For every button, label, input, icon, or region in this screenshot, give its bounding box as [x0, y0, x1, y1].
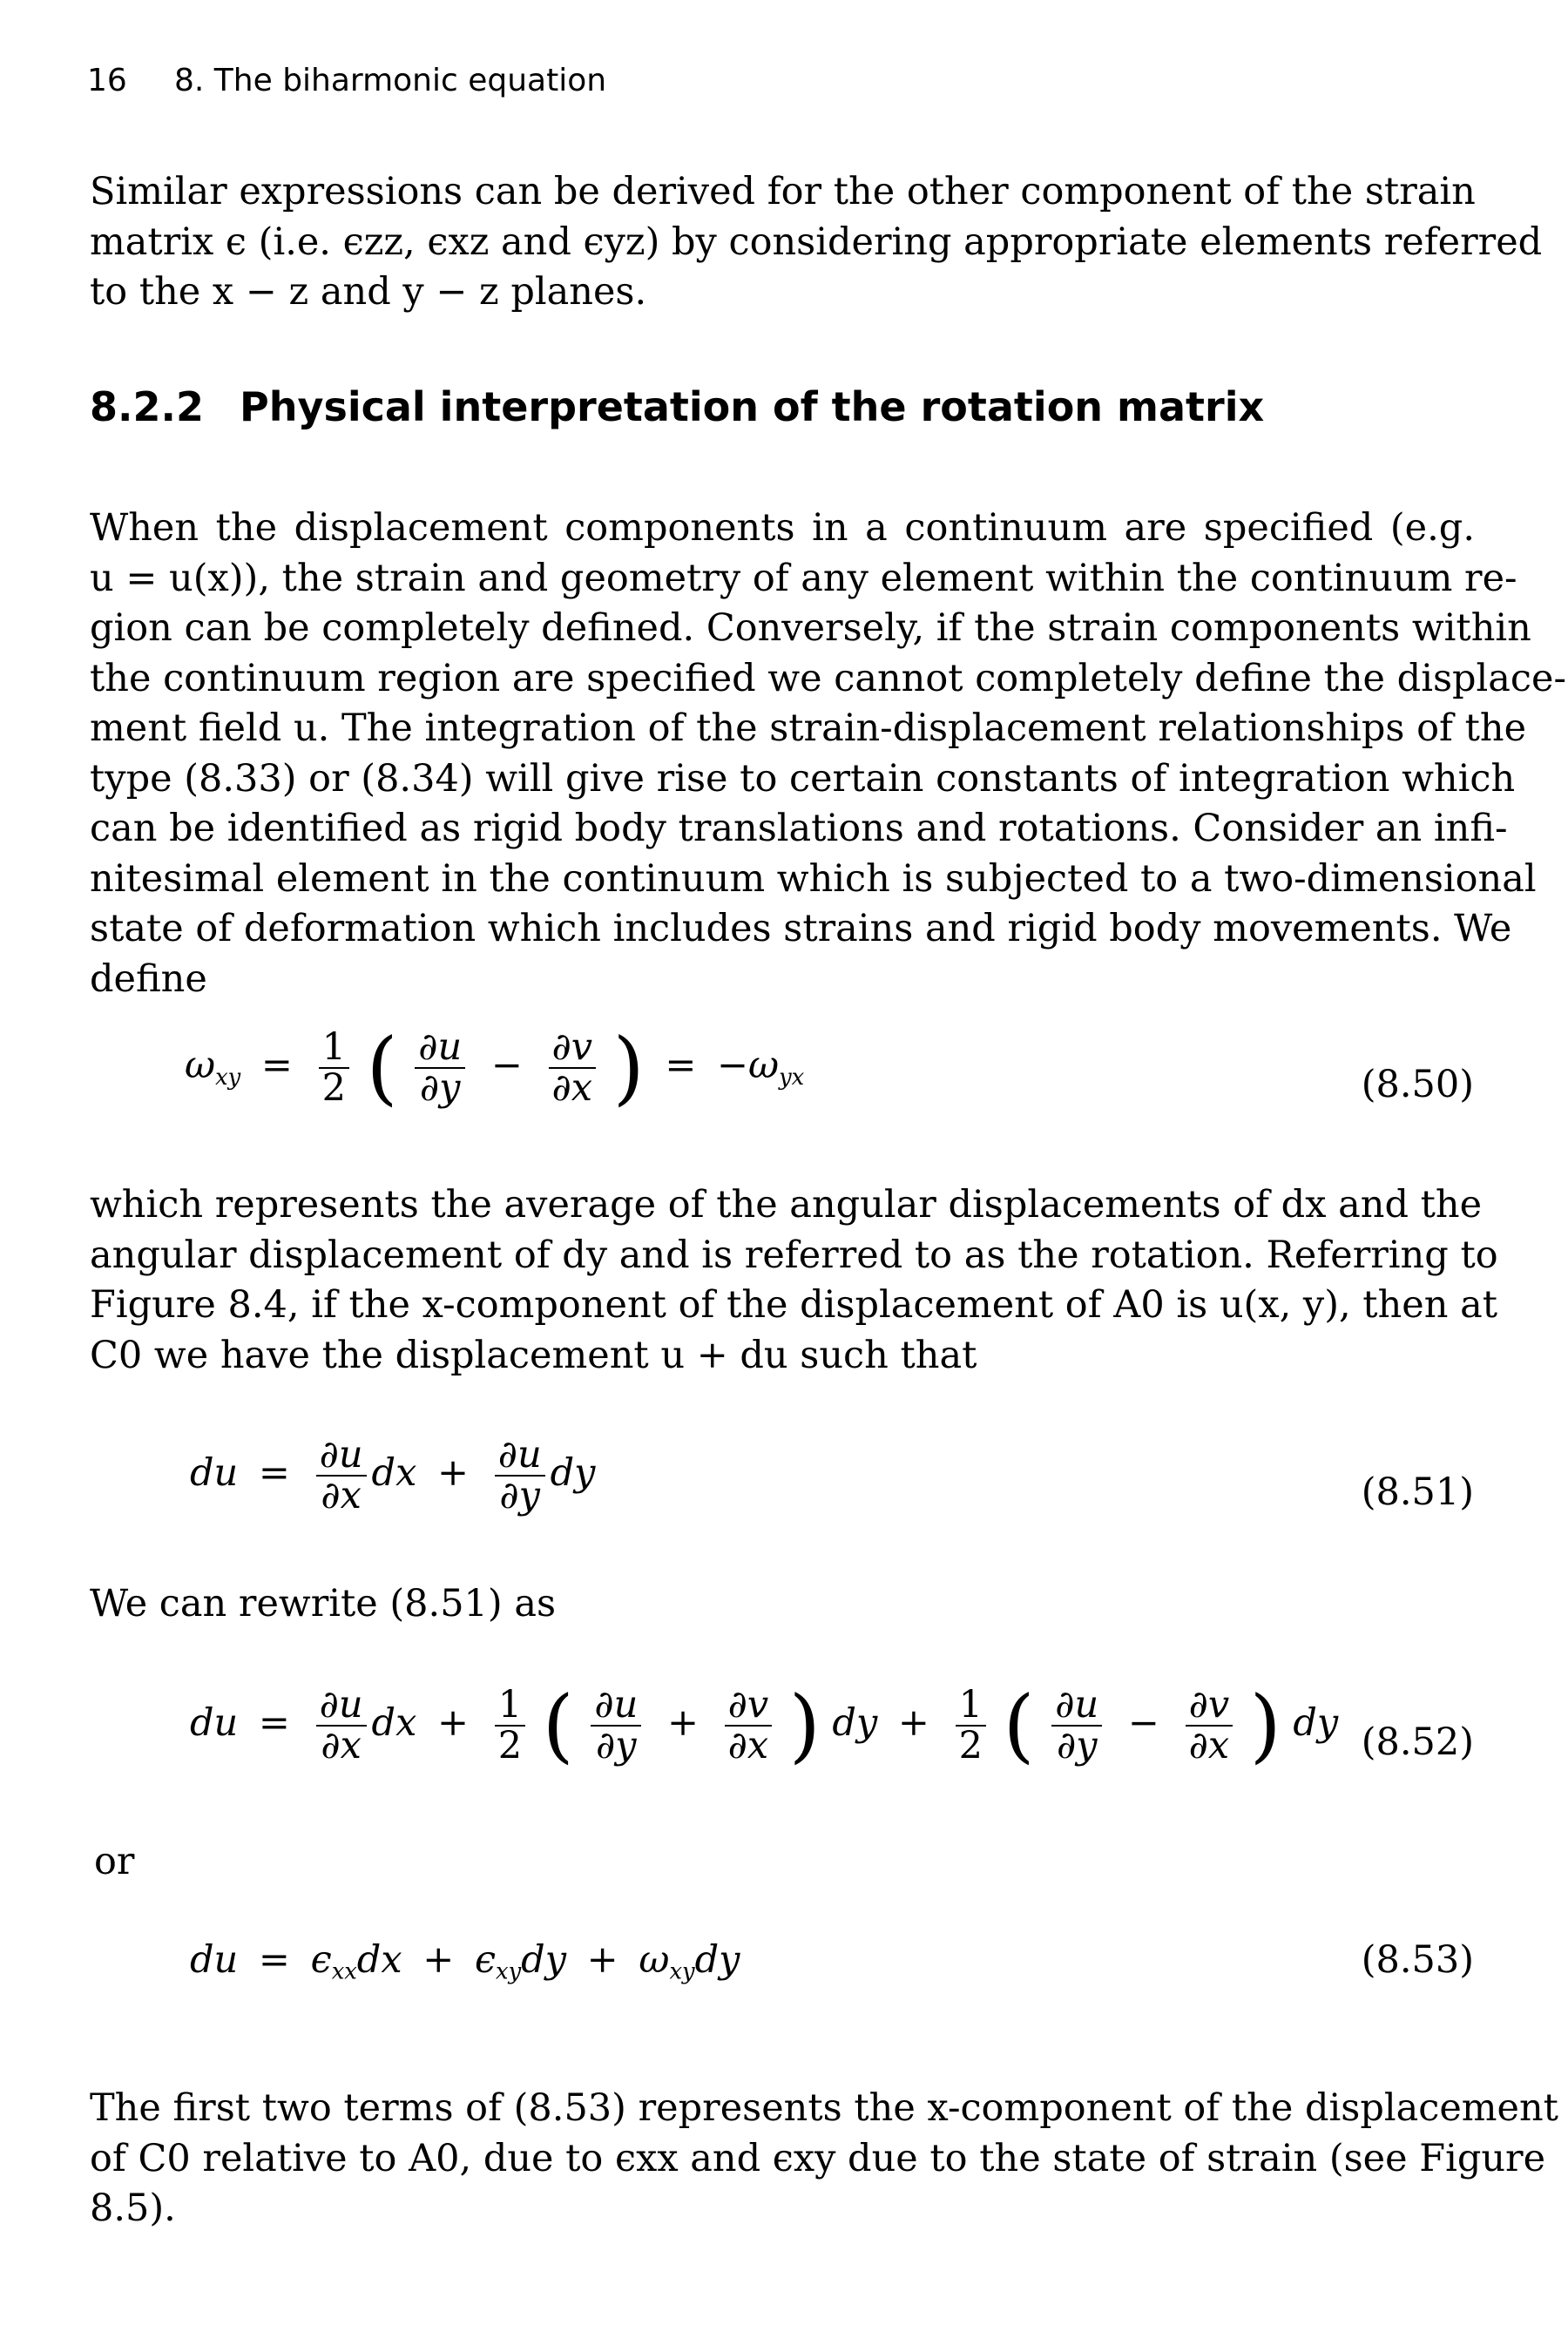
text-line: type (8.33) or (8.34) will give rise to certain constants of integration which: [90, 756, 1516, 801]
text-line: 8.5).: [90, 2186, 176, 2230]
paragraph-displacement: [90, 504, 1566, 1004]
equation-number: (8.53): [1361, 1938, 1474, 1982]
equation-8-53: du = $\epsilon_{xx}dx + \epsilon_{xy}dy + \omega_{xy}dy$: [190, 1938, 740, 1985]
text-line: Similar expressions can be derived for the other component of the strain: [90, 170, 1476, 213]
text-line: which represents the average of the angular displacements of dx and the: [90, 1183, 1483, 1227]
paragraph-first-terms: [90, 2084, 1558, 2234]
section-title: Physical interpretation of the rotation matrix: [240, 383, 1265, 430]
text-line: define: [90, 956, 207, 1001]
equation-number: (8.50): [1361, 1063, 1474, 1106]
text-line: matrix ϵ (i.e. ϵzz, ϵxz and ϵyz) by considering appropriate elements referred: [90, 220, 1543, 264]
text-line: u = u(x)), the strain and geometry of any element within the continuum re-: [90, 556, 1517, 600]
text-line: of C0 relative to A0, due to ϵxx and ϵxy due to the state of strain (see Figure: [90, 2136, 1546, 2180]
text-line: can be identified as rigid body translations and rotations. Consider an infi-: [90, 807, 1508, 850]
text-line: the continuum region are specified we cannot completely define the displace-: [90, 656, 1566, 700]
text-line: nitesimal element in the continuum which is subjected to a two-dimensional: [90, 856, 1537, 901]
page-number: 16: [87, 63, 127, 98]
paragraph-rotation: [90, 1180, 1498, 1381]
equation-number: (8.52): [1361, 1720, 1474, 1764]
text-line: gion can be completely defined. Conversely, if the strain components within: [90, 606, 1531, 650]
running-head: [87, 63, 606, 98]
text-line: When the displacement components in a continuum are specified (e.g.: [90, 506, 1475, 550]
paragraph-rewrite: We can rewrite (8.51) as: [90, 1582, 557, 1625]
text-line: state of deformation which includes strains and rigid body movements. We: [90, 907, 1512, 950]
connector-or: or: [94, 1840, 135, 1883]
section-heading: [90, 383, 1264, 430]
text-line: ment field u. The integration of the strain-displacement relationships of the: [90, 706, 1527, 750]
equation-8-51: du = $\frac{\partial u}{\partial x}$ dx + $\frac{\partial u}{\partial y}$ dy: [190, 1433, 596, 1518]
text-line: to the x − z and y − z planes.: [90, 270, 647, 314]
chapter-title: 8. The biharmonic equation: [174, 63, 607, 98]
equation-8-52: du = $\frac{\partial u}{\partial x}$ dx + $\frac{1}{2}$ ( $\frac{\partial u}{\partial y}$ + $\frac{\partial v}{\partial x}$ ) dy + $\frac{1}{2}$ ( $\frac{\partial u}{\partial y}$ − $\frac{\partial v}{\partial x}$ ) dy: [190, 1679, 1339, 1773]
text-line: C0 we have the displacement u + du such that: [90, 1333, 977, 1377]
paragraph-intro: [90, 167, 1543, 318]
equation-8-50: $\omega_{xy}$ = $\frac{1}{2}$ ( $\frac{\partial u}{\partial y}$ − $\frac{\partial v}{\partial x}$ ) = $-\omega_{yx}$: [185, 1021, 805, 1115]
text-line: Figure 8.4, if the x-component of the displacement of A0 is u(x, y), then at: [90, 1283, 1498, 1327]
section-number: 8.2.2: [90, 383, 204, 430]
text-line: angular displacement of dy and is referred to as the rotation. Referring to: [90, 1233, 1498, 1277]
text-line: The first two terms of (8.53) represents the x-component of the displacement: [90, 2086, 1558, 2130]
equation-number: (8.51): [1361, 1470, 1474, 1514]
